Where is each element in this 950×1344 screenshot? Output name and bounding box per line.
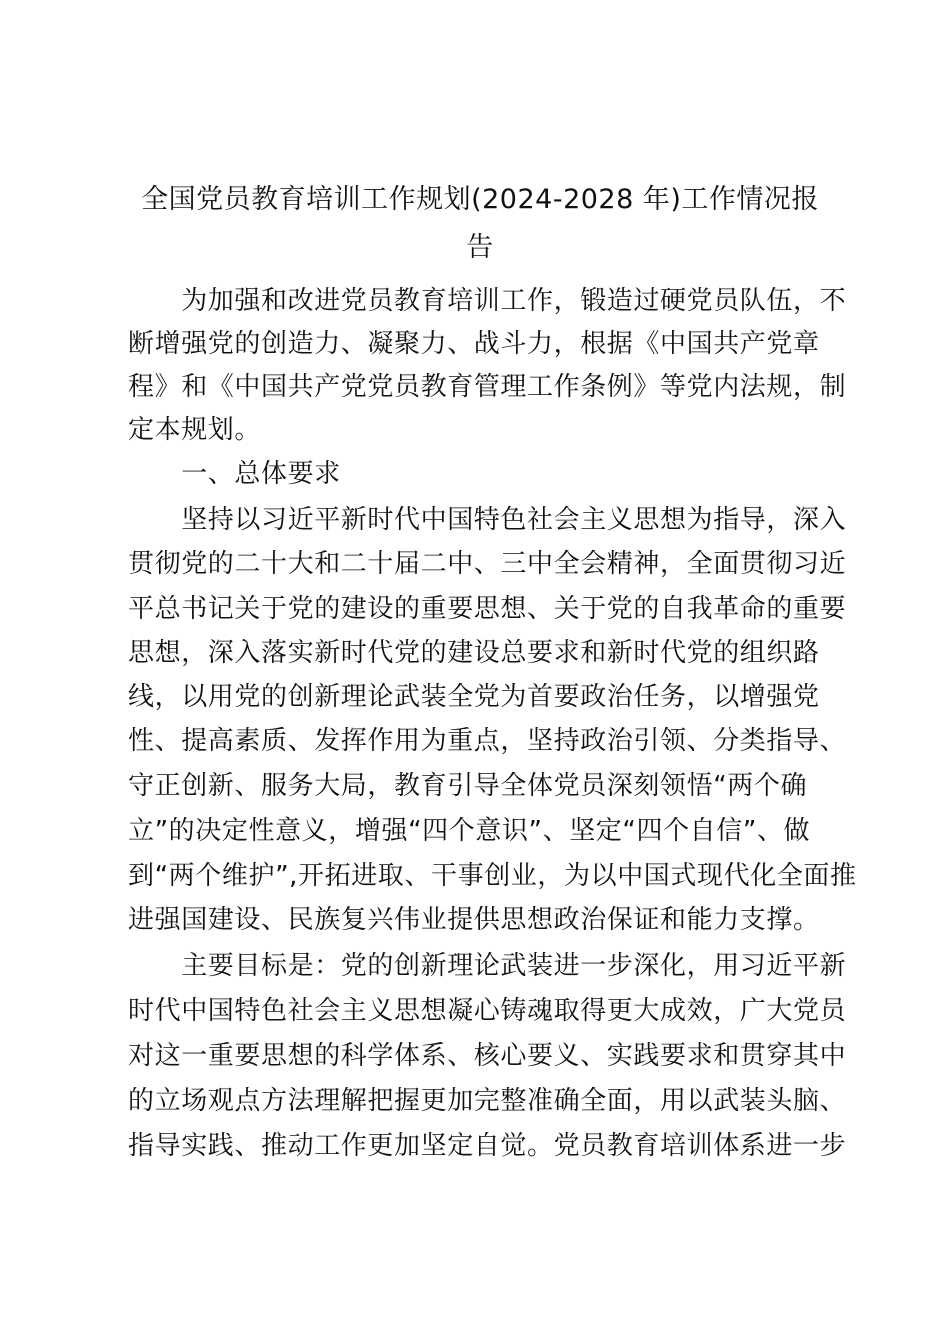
- body-line: 贯彻党的二十大和二十届二中、三中全会精神，全面贯彻习近: [128, 549, 847, 579]
- document-title: [120, 176, 840, 272]
- body-line: 指导实践、推动工作更加坚定自觉。党员教育培训体系进一步: [128, 1131, 847, 1161]
- body-line: 定本规划。: [128, 415, 262, 445]
- body-line: 到“两个维护”,开拓进取、干事创业，为以中国式现代化全面推: [128, 861, 857, 891]
- body-line: 断增强党的创造力、凝聚力、战斗力，根据《中国共产党章: [128, 329, 820, 359]
- title-line-1: 全国党员教育培训工作规划(2024-2028 年)工作情况报: [141, 184, 819, 215]
- body-line: 程》和《中国共产党党员教育管理工作条例》等党内法规，制: [128, 372, 847, 402]
- body-line: 进强国建设、民族复兴伟业提供思想政治保证和能力支撑。: [128, 905, 820, 935]
- section-heading: 一、总体要求: [128, 459, 341, 489]
- body-line: 守正创新、服务大局，教育引导全体党员深刻领悟“两个确: [128, 771, 808, 801]
- title-line-2: 告: [466, 232, 494, 263]
- body-line: 思想，深入落实新时代党的建设总要求和新时代党的组织路: [128, 638, 820, 668]
- body-line: 主要目标是：党的创新理论武装进一步深化，用习近平新: [128, 951, 847, 981]
- body-line: 性、提高素质、发挥作用为重点，坚持政治引领、分类指导、: [128, 726, 847, 756]
- body-line: 为加强和改进党员教育培训工作，锻造过硬党员队伍，不: [128, 286, 847, 316]
- body-line: 时代中国特色社会主义思想凝心铸魂取得更大成效，广大党员: [128, 996, 847, 1026]
- body-line: 坚持以习近平新时代中国特色社会主义思想为指导，深入: [128, 505, 847, 535]
- body-line: 对这一重要思想的科学体系、核心要义、实践要求和贯穿其中: [128, 1041, 847, 1071]
- body-line: 平总书记关于党的建设的重要思想、关于党的自我革命的重要: [128, 594, 847, 624]
- body-line: 立”的决定性意义，增强“四个意识”、坚定“四个自信”、做: [128, 816, 811, 846]
- body-line: 线，以用党的创新理论武装全党为首要政治任务，以增强党: [128, 682, 820, 712]
- body-line: 的立场观点方法理解把握更加完整准确全面，用以武装头脑、: [128, 1086, 847, 1116]
